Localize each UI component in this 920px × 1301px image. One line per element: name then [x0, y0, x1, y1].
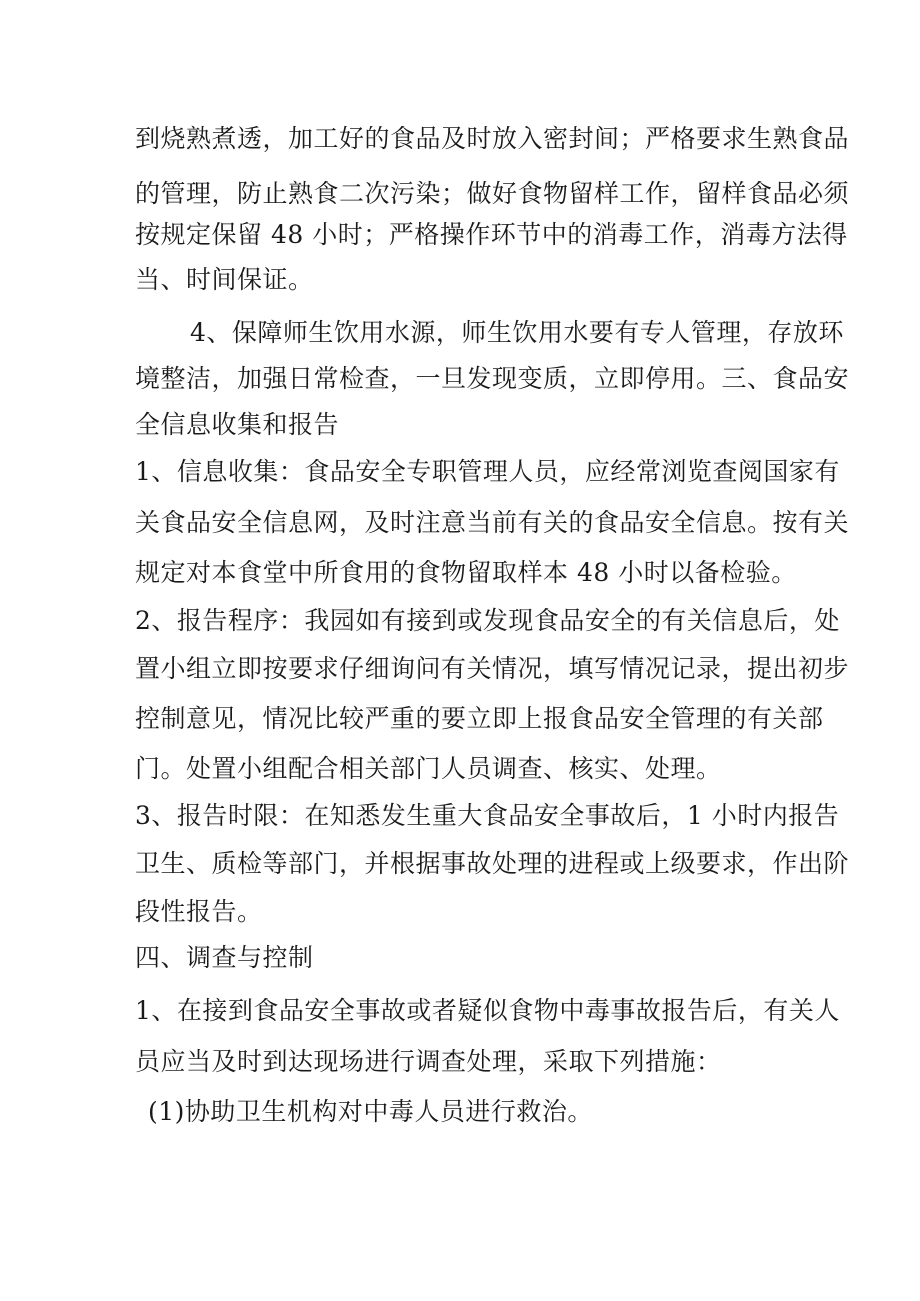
section-heading: 全信息收集和报告: [135, 410, 340, 439]
text-line: 3、报告时限：在知悉发生重大食品安全事故后，1 小时内报告: [135, 801, 840, 830]
text-line: 按规定保留 48 小时；严格操作环节中的消毒工作，消毒方法得: [135, 220, 848, 249]
text-line: 境整洁，加强日常检查，一旦发现变质，立即停用。三、食品安: [135, 364, 850, 393]
text-line: 2、报告程序：我园如有接到或发现食品安全的有关信息后，处: [135, 606, 840, 635]
text-line: 当、时间保证。: [135, 265, 314, 294]
text-line: 规定对本食堂中所食用的食物留取样本 48 小时以备检验。: [135, 558, 797, 587]
text-line: 控制意见，情况比较严重的要立即上报食品安全管理的有关部: [135, 704, 824, 733]
text-line: 1、信息收集：食品安全专职管理人员，应经常浏览查阅国家有: [135, 457, 840, 486]
text-line: 4、保障师生饮用水源，师生饮用水要有专人管理，存放环: [190, 318, 844, 347]
text-line: 1、在接到食品安全事故或者疑似食物中毒事故报告后，有关人: [135, 996, 840, 1025]
list-item: (1)协助卫生机构对中毒人员进行救治。: [148, 1097, 593, 1126]
text-line: 的管理，防止熟食二次污染；做好食物留样工作，留样食品必须: [135, 179, 850, 208]
text-line: 到烧熟煮透，加工好的食品及时放入密封间；严格要求生熟食品: [135, 124, 850, 153]
text-line: 卫生、质检等部门，并根据事故处理的进程或上级要求，作出阶: [135, 849, 850, 878]
text-line: 段性报告。: [135, 897, 263, 926]
text-line: 员应当及时到达现场进行调查处理，采取下列措施：: [135, 1047, 722, 1076]
section-heading: 四、调查与控制: [135, 943, 314, 972]
text-line: 门。处置小组配合相关部门人员调查、核实、处理。: [135, 754, 722, 783]
text-line: 置小组立即按要求仔细询问有关情况，填写情况记录，提出初步: [135, 654, 850, 683]
text-line: 关食品安全信息网，及时注意当前有关的食品安全信息。按有关: [135, 508, 850, 537]
